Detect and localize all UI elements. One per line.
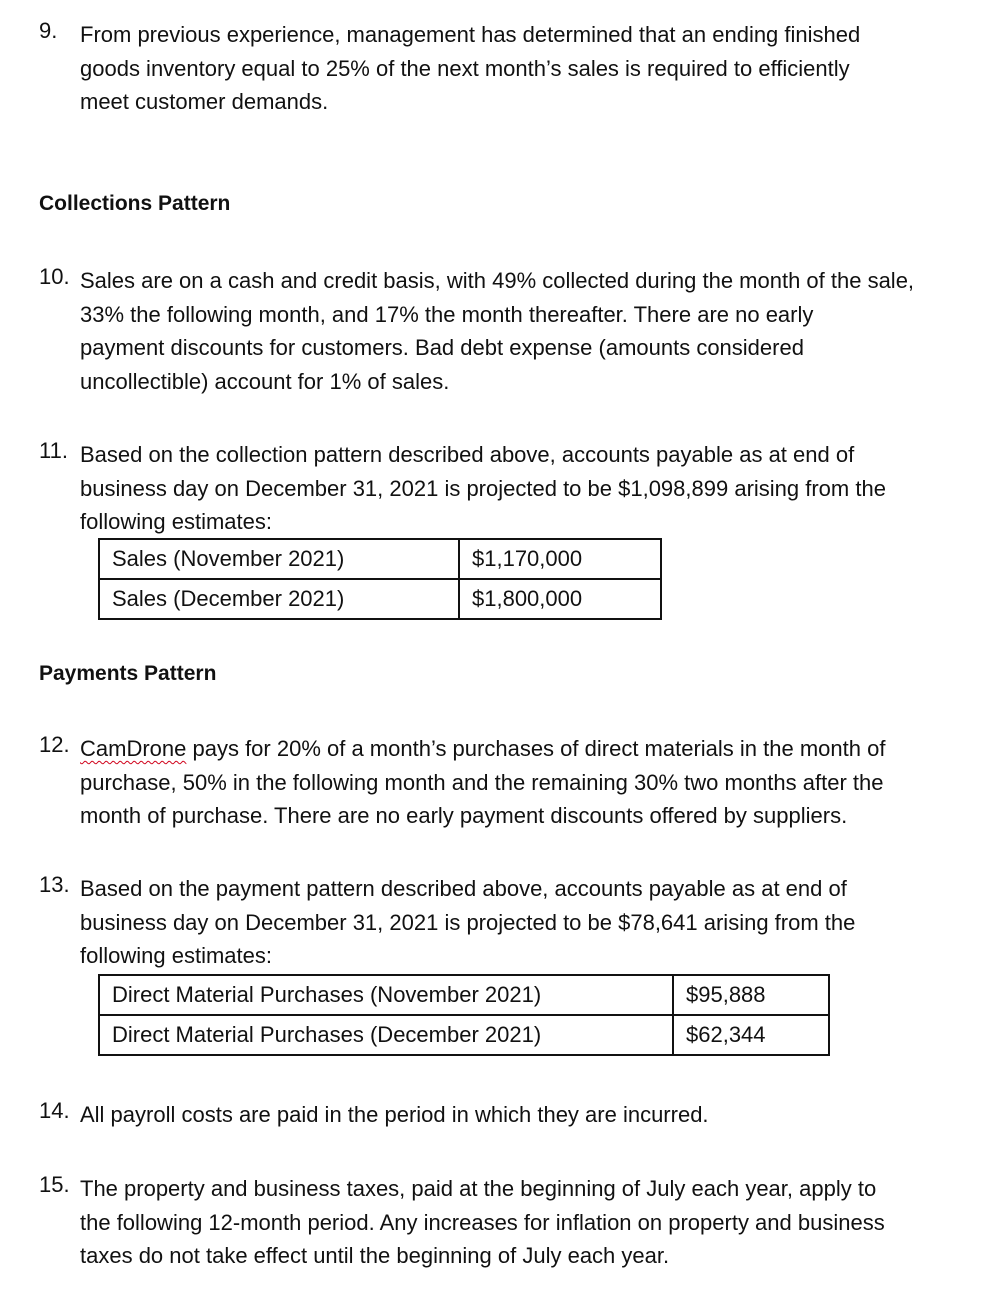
table-row: [99, 579, 661, 619]
item-number: 11.: [39, 438, 68, 463]
table-cell-value: $62,344: [673, 1015, 829, 1055]
item-text-rest: purchase, 50% in the following month and the remaining 30% two months after the month of purchase. There are no early payment discounts offered by suppliers.: [80, 769, 884, 828]
table-cell-label: Sales (December 2021): [99, 579, 459, 619]
item-number: 10.: [39, 264, 70, 289]
item-text: [80, 732, 989, 833]
item-number: 13.: [39, 872, 70, 897]
payments-pattern-heading: Payments Pattern: [39, 662, 217, 685]
table-row: [99, 539, 661, 579]
table-row: [99, 1015, 829, 1055]
item-number: 15.: [39, 1172, 70, 1197]
item-text: Sales are on a cash and credit basis, with 49% collected during the month of the sale, 33% the following month, and 17% the month thereafter. There are no early payment discounts for customers. Bad debt expense (amounts considered uncollectible) account for 1% of sales.: [80, 268, 915, 394]
list-item-15: [39, 1172, 989, 1273]
item-text: Based on the collection pattern described above, accounts payable as at end of business day on December 31, 2021 is projected to be $1,098,899 arising from the following estimates:: [80, 442, 886, 534]
item-text: The property and business taxes, paid at the beginning of July each year, apply to the following 12-month period. Any increases for inflation on property and business taxes do not take effect until the beginning of July each year.: [80, 1176, 885, 1268]
table-cell-label: Sales (November 2021): [99, 539, 459, 579]
item-text: Based on the payment pattern described above, accounts payable as at end of business day on December 31, 2021 is projected to be $78,641 arising from the following estimates:: [80, 876, 856, 968]
item-number: 9.: [39, 18, 58, 43]
item-text: All payroll costs are paid in the period in which they are incurred.: [80, 1102, 709, 1127]
table-cell-value: $1,800,000: [459, 579, 661, 619]
item-number: 14.: [39, 1098, 70, 1123]
table-cell-value: $95,888: [673, 975, 829, 1015]
table-row: [99, 975, 829, 1015]
list-item-13: [39, 872, 989, 973]
table-cell-value: $1,170,000: [459, 539, 661, 579]
list-item-14: [39, 1098, 989, 1132]
sales-estimates-table: [98, 538, 662, 620]
list-item-12: [39, 732, 989, 833]
table-cell-label: Direct Material Purchases (December 2021): [99, 1015, 673, 1055]
item-text: From previous experience, management has determined that an ending finished goods inventory equal to 25% of the next month’s sales is required to efficiently meet customer demands.: [80, 22, 861, 114]
company-name: CamDrone: [80, 736, 187, 761]
purchases-estimates-table: [98, 974, 830, 1056]
item-number: 12.: [39, 732, 70, 757]
collections-pattern-heading: Collections Pattern: [39, 192, 231, 215]
list-item-9: [39, 18, 989, 119]
list-item-10: [39, 264, 989, 398]
table-cell-label: Direct Material Purchases (November 2021): [99, 975, 673, 1015]
list-item-11: [39, 438, 989, 539]
item-text-line1: pays for 20% of a month’s purchases of direct materials in the month of: [186, 736, 886, 761]
